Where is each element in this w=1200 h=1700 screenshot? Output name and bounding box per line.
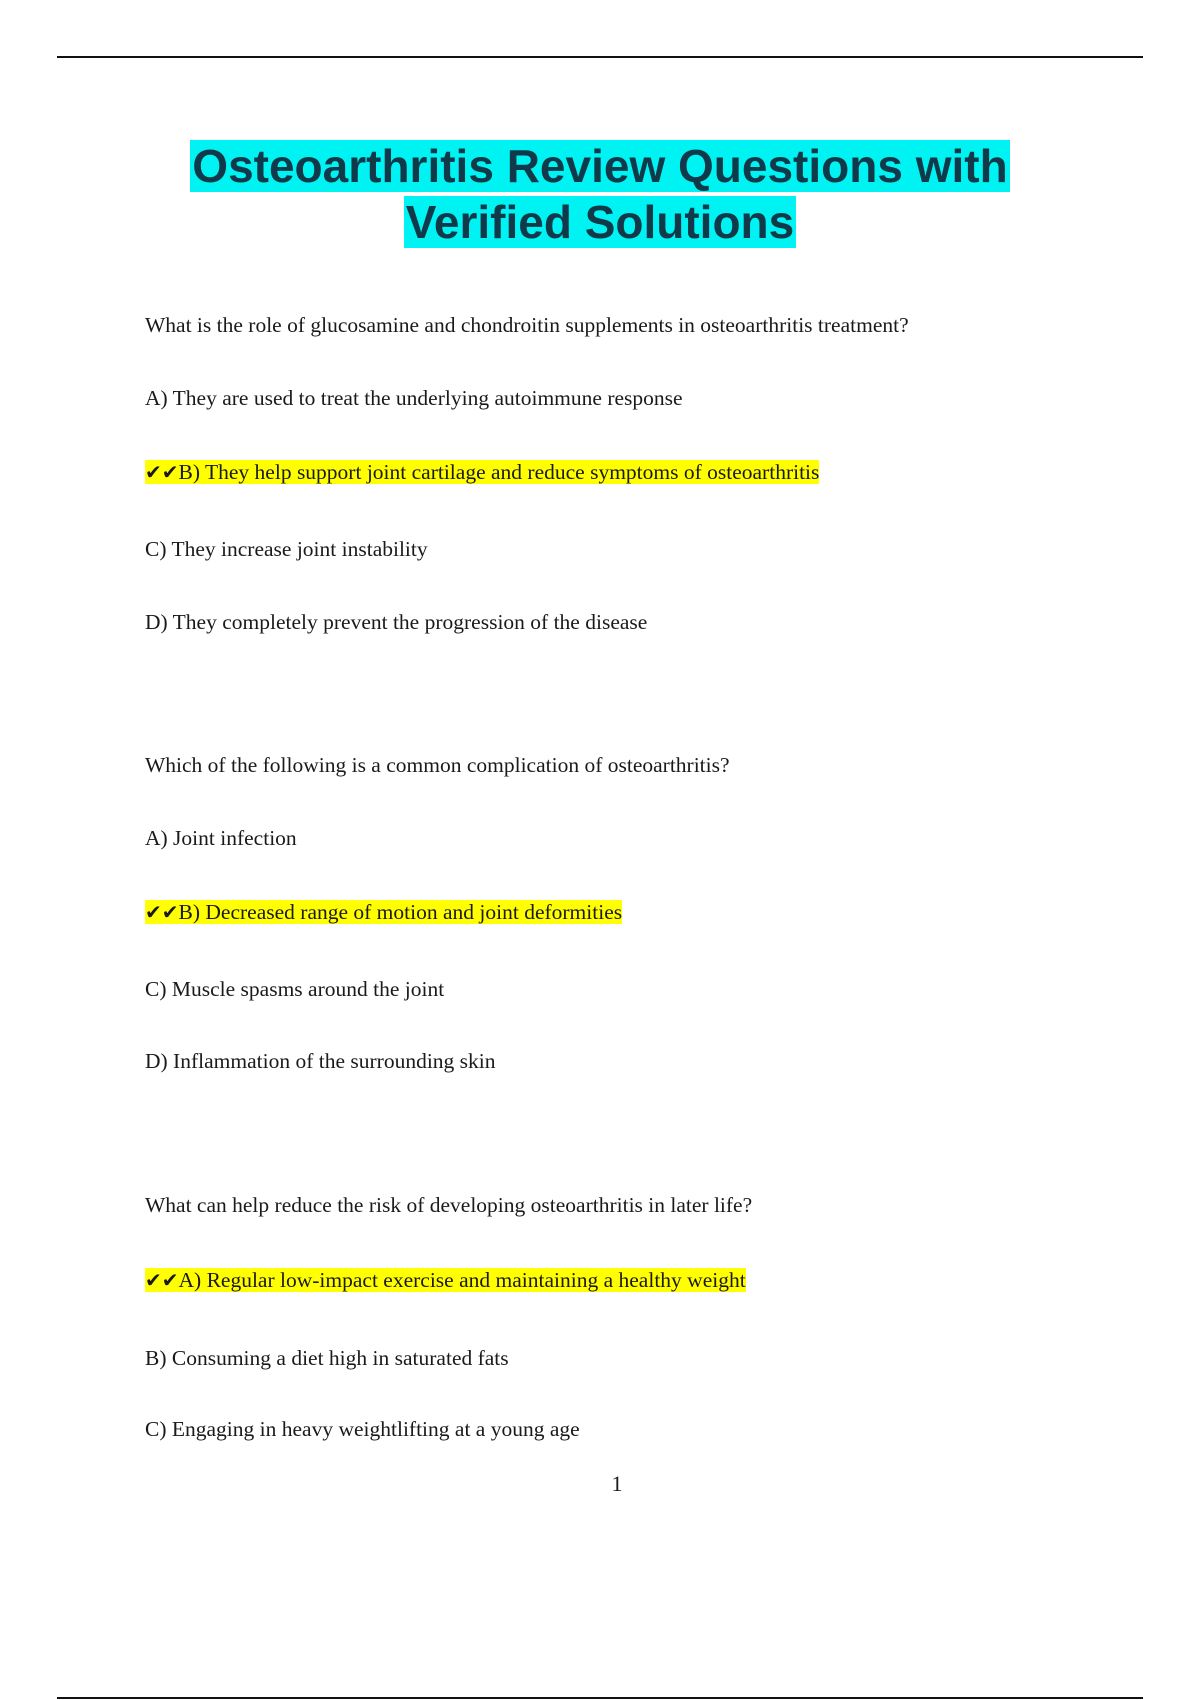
question-1-option-a: A) They are used to treat the underlying autoimmune response: [145, 386, 683, 410]
question-2-option-a: A) Joint infection: [145, 826, 297, 850]
question-1-option-c: C) They increase joint instability: [145, 537, 428, 561]
question-3-option-b: B) Consuming a diet high in saturated fats: [145, 1346, 509, 1370]
double-check-icon: ✔✔: [145, 900, 179, 924]
question-2-option-c: C) Muscle spasms around the joint: [145, 977, 445, 1001]
question-3: What can help reduce the risk of developing osteoarthritis in later life?: [145, 1193, 753, 1217]
question-2-option-b-correct: [145, 898, 622, 926]
question-1: What is the role of glucosamine and chondroitin supplements in osteoarthritis treatment?: [145, 313, 909, 337]
page-number: 1: [611, 1471, 623, 1496]
question-3-option-c: C) Engaging in heavy weightlifting at a young age: [145, 1417, 580, 1441]
question-2: Which of the following is a common complication of osteoarthritis?: [145, 753, 730, 777]
title-line-1: Osteoarthritis Review Questions with: [192, 140, 1008, 192]
title-line-2: Verified Solutions: [405, 196, 795, 248]
double-check-icon: ✔✔: [145, 1268, 179, 1292]
option-text: A) Regular low-impact exercise and maintaining a healthy weight: [178, 1268, 746, 1292]
question-3-option-a-correct: [145, 1266, 746, 1294]
bottom-rule: [57, 1697, 1143, 1699]
double-check-icon: ✔✔: [145, 460, 179, 484]
correct-answer-highlight: [145, 460, 819, 484]
correct-answer-highlight: [145, 1268, 746, 1292]
correct-answer-highlight: [145, 900, 622, 924]
document-title: [0, 138, 1200, 250]
option-text: B) They help support joint cartilage and reduce symptoms of osteoarthritis: [178, 460, 820, 484]
question-1-option-d: D) They completely prevent the progression of the disease: [145, 610, 648, 634]
question-2-option-d: D) Inflammation of the surrounding skin: [145, 1049, 496, 1073]
option-text: B) Decreased range of motion and joint deformities: [178, 900, 623, 924]
top-rule: [57, 56, 1143, 58]
question-1-option-b-correct: [145, 458, 819, 486]
